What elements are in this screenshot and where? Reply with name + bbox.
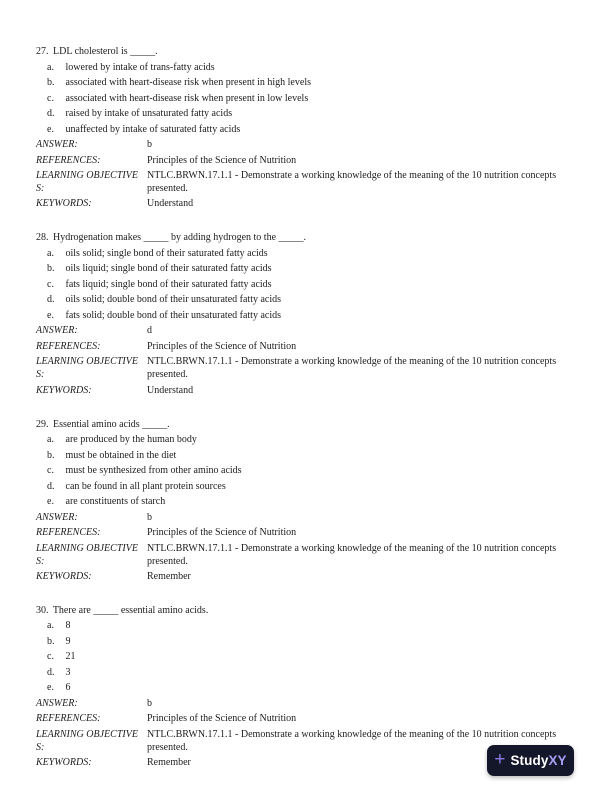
plus-icon: + (494, 749, 506, 770)
option-letter: b. (47, 449, 55, 461)
meta-row-references (36, 155, 576, 168)
answer-option (47, 292, 576, 308)
answer-option (47, 277, 576, 293)
meta-label: REFERENCES: (36, 713, 101, 725)
question-number: 29. (36, 418, 49, 430)
studyxy-logo-text (510, 753, 566, 768)
option-letter: d. (47, 666, 55, 678)
option-text: 6 (65, 682, 71, 694)
keywords-value: Remember (147, 571, 191, 583)
question-number: 30. (36, 604, 49, 616)
meta-label: KEYWORDS: (36, 384, 92, 396)
option-letter: d. (47, 294, 55, 306)
meta-row-answer (36, 512, 576, 525)
meta-label: ANSWER: (36, 325, 78, 337)
question-number: 27. (36, 46, 49, 57)
meta-label: REFERENCES: (36, 340, 101, 352)
option-text: fats solid; double bond of their unsaturated fatty acids (65, 309, 282, 321)
answer-option (47, 106, 576, 122)
meta-label: LEARNING OBJECTIVES: (36, 728, 138, 753)
meta-row-keywords (36, 571, 576, 584)
option-letter: c. (47, 278, 54, 290)
meta-row-references (36, 341, 576, 354)
option-letter: a. (47, 620, 54, 632)
answer-value: b (147, 139, 152, 150)
question-block-28 (36, 230, 576, 397)
meta-label: KEYWORDS: (36, 571, 92, 583)
meta-label: REFERENCES: (36, 154, 101, 166)
question-text: There are _____ essential amino acids. (52, 604, 209, 616)
meta-label: ANSWER: (36, 511, 78, 523)
option-letter: a. (47, 247, 54, 259)
answer-option (47, 246, 576, 262)
option-letter: e. (47, 123, 54, 135)
question-metadata (36, 512, 576, 584)
option-text: oils solid; single bond of their saturated fatty acids (65, 247, 268, 259)
meta-row-keywords (36, 385, 576, 398)
answer-option (47, 60, 576, 76)
option-letter: b. (47, 635, 55, 647)
meta-row-answer (36, 139, 576, 152)
question-block-27 (36, 44, 576, 211)
question-title (36, 230, 576, 246)
studyxy-badge (487, 745, 574, 776)
meta-label: LEARNING OBJECTIVES: (36, 170, 138, 194)
option-text: are constituents of starch (65, 496, 166, 508)
keywords-value: Understand (147, 384, 194, 396)
answer-option (47, 122, 576, 138)
references-value: Principles of the Science of Nutrition (147, 340, 297, 352)
option-text: 3 (65, 666, 71, 678)
question-title (36, 44, 576, 60)
option-letter: e. (47, 496, 54, 508)
meta-label: ANSWER: (36, 697, 78, 709)
answer-option (47, 308, 576, 324)
answer-option (47, 618, 576, 634)
option-text: associated with heart-disease risk when present in low levels (65, 92, 309, 104)
option-letter: a. (47, 434, 54, 446)
references-value: Principles of the Science of Nutrition (147, 154, 297, 166)
keywords-value: Understand (147, 198, 194, 210)
meta-row-learning-objectives (36, 543, 576, 569)
learning-objectives-value: NTLC.BRWN.17.1.1 - Demonstrate a working knowledge of the meaning of the 10 nutrition concepts presented. (147, 170, 557, 194)
answer-option (47, 634, 576, 650)
option-letter: d. (47, 480, 55, 492)
option-text: oils solid; double bond of their unsaturated fatty acids (65, 294, 282, 306)
option-text: oils liquid; single bond of their saturated fatty acids (65, 263, 272, 275)
option-text: lowered by intake of trans-fatty acids (65, 61, 215, 73)
option-letter: b. (47, 77, 55, 88)
references-value: Principles of the Science of Nutrition (147, 527, 297, 539)
option-letter: c. (47, 651, 54, 663)
option-text: must be synthesized from other amino acids (65, 465, 242, 477)
option-text: fats liquid; single bond of their saturated fatty acids (65, 278, 272, 290)
option-letter: c. (47, 92, 54, 104)
meta-label: REFERENCES: (36, 527, 101, 539)
option-text: can be found in all plant protein sources (65, 480, 226, 492)
question-text: LDL cholesterol is _____. (53, 46, 158, 57)
answer-option (47, 448, 576, 464)
meta-row-answer (36, 698, 576, 711)
answer-value: d (147, 325, 152, 337)
option-letter: c. (47, 465, 54, 477)
answer-option (47, 479, 576, 495)
answer-option (47, 665, 576, 681)
meta-row-references (36, 713, 576, 726)
option-letter: e. (47, 682, 54, 694)
answer-option (47, 649, 576, 665)
option-text: 9 (65, 635, 71, 647)
meta-row-answer (36, 325, 576, 338)
logo-text-study: Study (510, 753, 549, 768)
option-text: are produced by the human body (65, 434, 197, 446)
question-block-29 (36, 417, 576, 584)
option-text: must be obtained in the diet (65, 449, 177, 461)
learning-objectives-value: NTLC.BRWN.17.1.1 - Demonstrate a working knowledge of the meaning of the 10 nutrition concepts presented. (147, 356, 557, 381)
question-text: Hydrogenation makes _____ by adding hydrogen to the _____. (53, 232, 307, 244)
meta-label: ANSWER: (36, 139, 78, 150)
meta-row-references (36, 527, 576, 540)
learning-objectives-value: NTLC.BRWN.17.1.1 - Demonstrate a working knowledge of the meaning of the 10 nutrition concepts presented. (147, 542, 557, 567)
meta-row-learning-objectives (36, 356, 576, 382)
meta-label: LEARNING OBJECTIVES: (36, 356, 138, 381)
question-metadata (36, 325, 576, 397)
option-letter: a. (47, 61, 54, 73)
answer-option (47, 463, 576, 479)
answer-option (47, 680, 576, 696)
option-letter: d. (47, 108, 55, 119)
answer-option (47, 75, 576, 91)
answer-option (47, 494, 576, 510)
option-letter: e. (47, 309, 54, 321)
option-text: associated with heart-disease risk when present in high levels (65, 77, 311, 88)
option-text: 8 (65, 620, 71, 632)
answer-option (47, 432, 576, 448)
option-text: unaffected by intake of saturated fatty acids (65, 123, 241, 135)
question-number: 28. (36, 232, 49, 244)
question-title (36, 417, 576, 433)
learning-objectives-value: NTLC.BRWN.17.1.1 - Demonstrate a working knowledge of the meaning of the 10 nutrition concepts presented. (147, 728, 557, 753)
option-letter: b. (47, 263, 55, 275)
answer-option (47, 261, 576, 277)
question-text: Essential amino acids _____. (53, 418, 170, 430)
question-metadata (36, 139, 576, 211)
question-title (36, 603, 576, 619)
meta-label: KEYWORDS: (36, 757, 92, 769)
meta-row-learning-objectives (36, 170, 576, 196)
option-text: 21 (65, 651, 76, 663)
answer-value: b (147, 697, 152, 709)
logo-text-xy: XY (548, 753, 567, 768)
option-text: raised by intake of unsaturated fatty acids (65, 108, 233, 119)
answer-value: b (147, 511, 152, 523)
answer-option (47, 91, 576, 107)
meta-row-keywords (36, 198, 576, 211)
references-value: Principles of the Science of Nutrition (147, 713, 297, 725)
meta-label: LEARNING OBJECTIVES: (36, 542, 138, 567)
keywords-value: Remember (147, 757, 191, 769)
meta-label: KEYWORDS: (36, 198, 92, 210)
